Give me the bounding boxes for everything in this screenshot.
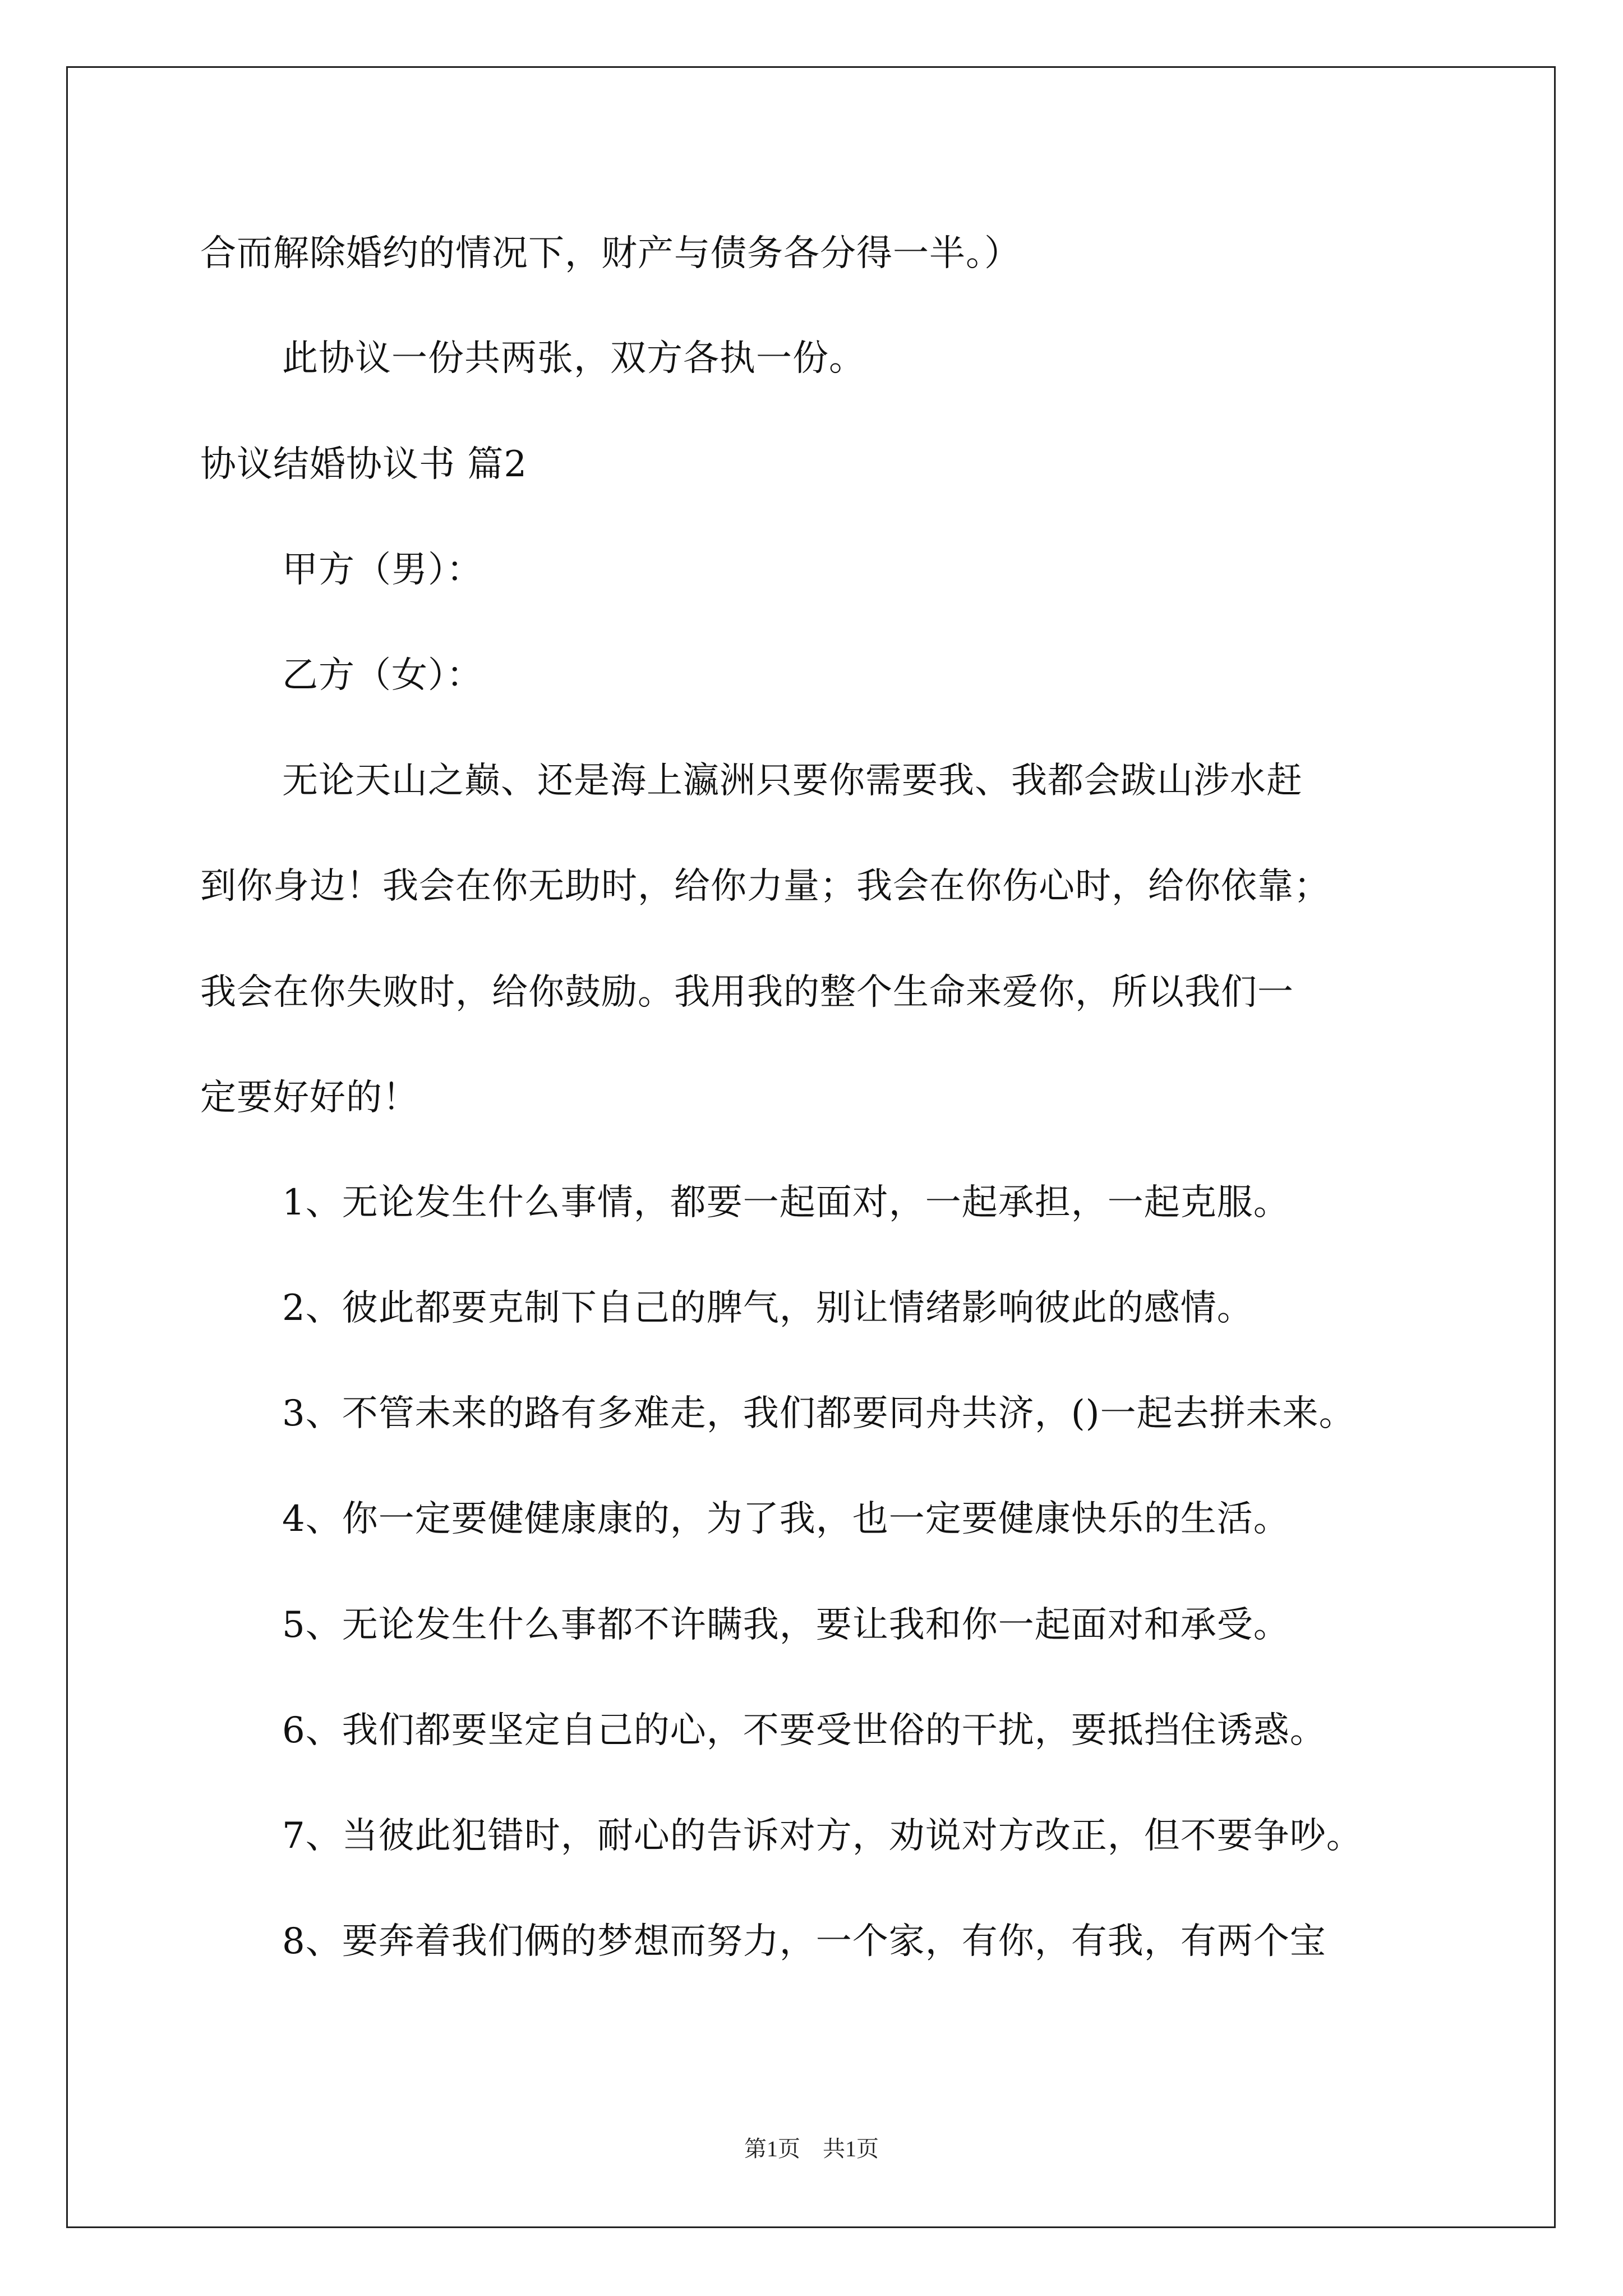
list-item: 4、你一定要健健康康的，为了我，也一定要健康快乐的生活。 [282, 1498, 1290, 1540]
list-item: 6、我们都要坚定自己的心，不要受世俗的干扰，要抵挡住诱惑。 [282, 1710, 1326, 1751]
list-item: 2、彼此都要克制下自己的脾气，别让情绪影响彼此的感情。 [282, 1287, 1253, 1329]
text-line: 甲方（男）： [282, 549, 483, 591]
text-line: 定要好好的！ [200, 1077, 419, 1119]
text-line: 到你身边！我会在你无助时，给你力量；我会在你伤心时，给你依靠； [200, 866, 1330, 907]
list-item: 3、不管未来的路有多难走，我们都要同舟共济，()一起去拼未来。 [282, 1393, 1355, 1434]
text-line: 此协议一份共两张，双方各执一份。 [282, 338, 865, 379]
text-line: 合而解除婚约的情况下，财产与债务各分得一半。） [200, 233, 1021, 274]
page-border [66, 66, 1556, 2228]
text-line: 我会在你失败时，给你鼓励。我用我的整个生命来爱你，所以我们一 [200, 972, 1294, 1013]
text-line: 乙方（女）： [282, 655, 483, 696]
section-heading: 协议结婚协议书 篇2 [200, 444, 528, 485]
text-line: 无论天山之巅、还是海上瀛洲只要你需要我、我都会跋山涉水赶 [282, 760, 1303, 802]
list-item: 1、无论发生什么事情，都要一起面对，一起承担，一起克服。 [282, 1182, 1290, 1223]
list-item: 7、当彼此犯错时，耐心的告诉对方，劝说对方改正，但不要争吵。 [282, 1815, 1363, 1857]
list-item: 5、无论发生什么事都不许瞒我，要让我和你一起面对和承受。 [282, 1604, 1290, 1646]
page-footer: 第1页 共1页 [744, 2136, 879, 2161]
list-item: 8、要奔着我们俩的梦想而努力，一个家，有你，有我，有两个宝 [282, 1921, 1326, 1962]
